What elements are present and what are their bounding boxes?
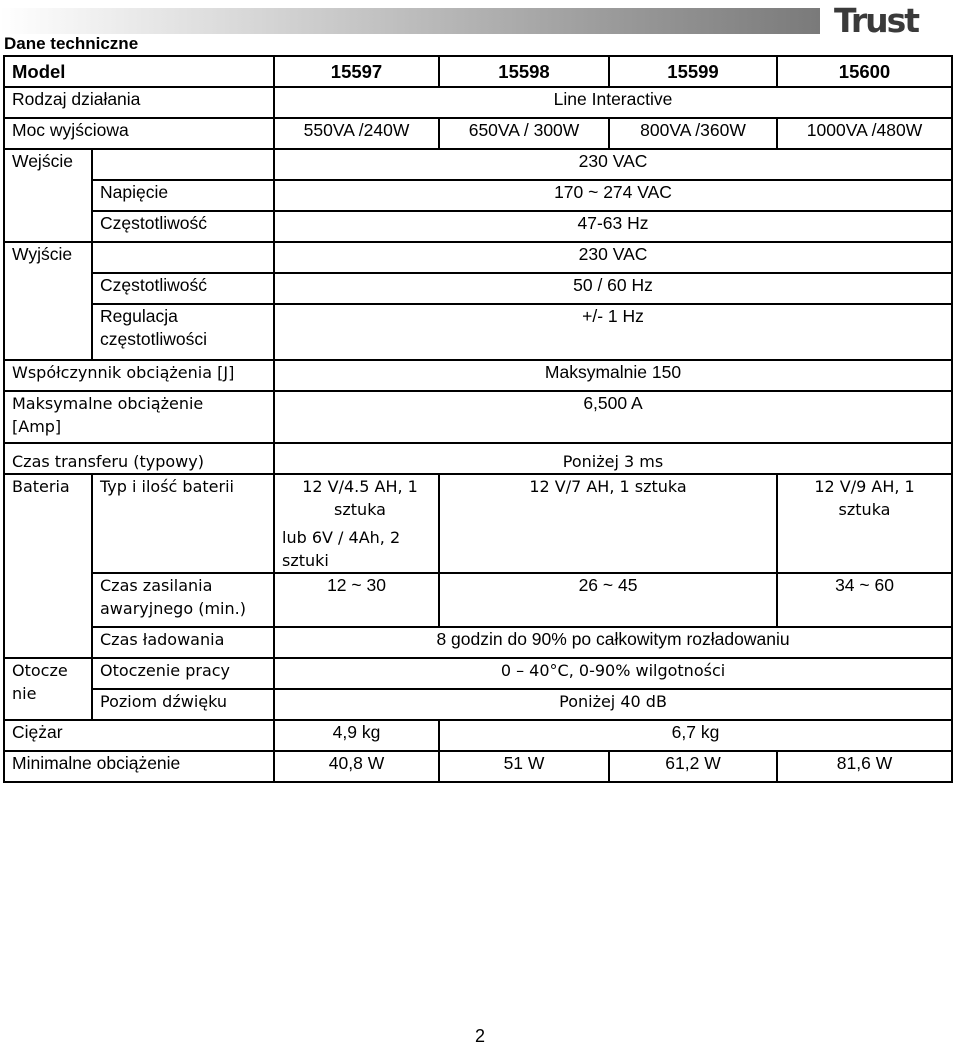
model-15599: 15599 [609, 56, 777, 87]
max-load-value: 6,500 A [274, 391, 952, 443]
power-15600: 1000VA /480W [777, 118, 952, 149]
transfer-time-label: Czas transferu (typowy) [4, 443, 274, 474]
table-header-row [4, 56, 952, 87]
operation-label: Rodzaj działania [4, 87, 274, 118]
model-label: Model [4, 56, 274, 87]
row-power [4, 118, 952, 149]
noise-label: Poziom dźwięku [92, 689, 274, 720]
row-output-frequency [4, 273, 952, 304]
frequency-regulation-label: Regulacja częstotliwości [92, 304, 274, 360]
row-voltage [4, 180, 952, 211]
row-output [4, 242, 952, 273]
row-environment-operating [4, 658, 952, 689]
row-frequency-regulation [4, 304, 952, 360]
row-battery-type [4, 474, 952, 573]
backup-time-label: Czas zasilania awaryjnego (min.) [92, 573, 274, 627]
output-frequency-value: 50 / 60 Hz [274, 273, 952, 304]
battery-label: Bateria [4, 474, 92, 658]
charge-time-label: Czas ładowania [92, 627, 274, 658]
section-title: Dane techniczne [4, 34, 139, 53]
voltage-label: Napięcie [92, 180, 274, 211]
backup-time-15597: 12 ~ 30 [274, 573, 439, 627]
model-15598: 15598 [439, 56, 609, 87]
transfer-time-value: Poniżej 3 ms [274, 443, 952, 474]
battery-type-15597: 12 V/4.5 AH, 1 sztuka lub 6V / 4Ah, 2 sztuki [274, 474, 439, 573]
output-sublabel-empty [92, 242, 274, 273]
row-weight [4, 720, 952, 751]
output-frequency-label: Częstotliwość [92, 273, 274, 304]
load-factor-label: Współczynnik obciążenia [J] [4, 360, 274, 391]
row-load-factor [4, 360, 952, 391]
battery-type-15600: 12 V/9 AH, 1 sztuka [777, 474, 952, 573]
environment-label: Otocze nie [4, 658, 92, 720]
environment-operating-value: 0 – 40°C, 0-90% wilgotności [274, 658, 952, 689]
battery-type-15598-15599: 12 V/7 AH, 1 sztuka [439, 474, 777, 573]
min-load-15598: 51 W [439, 751, 609, 782]
row-transfer-time [4, 443, 952, 474]
power-15599: 800VA /360W [609, 118, 777, 149]
input-sublabel-empty [92, 149, 274, 180]
row-backup-time [4, 573, 952, 627]
output-value: 230 VAC [274, 242, 952, 273]
row-max-load [4, 391, 952, 443]
weight-15597: 4,9 kg [274, 720, 439, 751]
power-label: Moc wyjściowa [4, 118, 274, 149]
weight-label: Ciężar [4, 720, 274, 751]
page-number: 2 [474, 1026, 485, 1046]
backup-time-15600: 34 ~ 60 [777, 573, 952, 627]
min-load-15597: 40,8 W [274, 751, 439, 782]
trust-logo [832, 2, 956, 38]
min-load-label: Minimalne obciążenie [4, 751, 274, 782]
row-noise [4, 689, 952, 720]
row-charge-time [4, 627, 952, 658]
spec-table [3, 55, 953, 783]
input-frequency-value: 47-63 Hz [274, 211, 952, 242]
frequency-regulation-value: +/- 1 Hz [274, 304, 952, 360]
input-value: 230 VAC [274, 149, 952, 180]
output-label: Wyjście [4, 242, 92, 360]
model-15600: 15600 [777, 56, 952, 87]
row-input-frequency [4, 211, 952, 242]
voltage-value: 170 ~ 274 VAC [274, 180, 952, 211]
row-input [4, 149, 952, 180]
power-15598: 650VA / 300W [439, 118, 609, 149]
operation-value: Line Interactive [274, 87, 952, 118]
charge-time-value: 8 godzin do 90% po całkowitym rozładowaniu [274, 627, 952, 658]
power-15597: 550VA /240W [274, 118, 439, 149]
battery-type-label: Typ i ilość baterii [92, 474, 274, 573]
header-gradient-bar [0, 8, 820, 34]
model-15597: 15597 [274, 56, 439, 87]
backup-time-15598-15599: 26 ~ 45 [439, 573, 777, 627]
row-operation [4, 87, 952, 118]
weight-others: 6,7 kg [439, 720, 952, 751]
input-label: Wejście [4, 149, 92, 242]
min-load-15599: 61,2 W [609, 751, 777, 782]
environment-operating-label: Otoczenie pracy [92, 658, 274, 689]
input-frequency-label: Częstotliwość [92, 211, 274, 242]
svg-text:Trust: Trust [834, 2, 919, 38]
load-factor-value: Maksymalnie 150 [274, 360, 952, 391]
min-load-15600: 81,6 W [777, 751, 952, 782]
row-min-load [4, 751, 952, 782]
max-load-label: Maksymalne obciążenie [Amp] [4, 391, 274, 443]
noise-value: Poniżej 40 dB [274, 689, 952, 720]
